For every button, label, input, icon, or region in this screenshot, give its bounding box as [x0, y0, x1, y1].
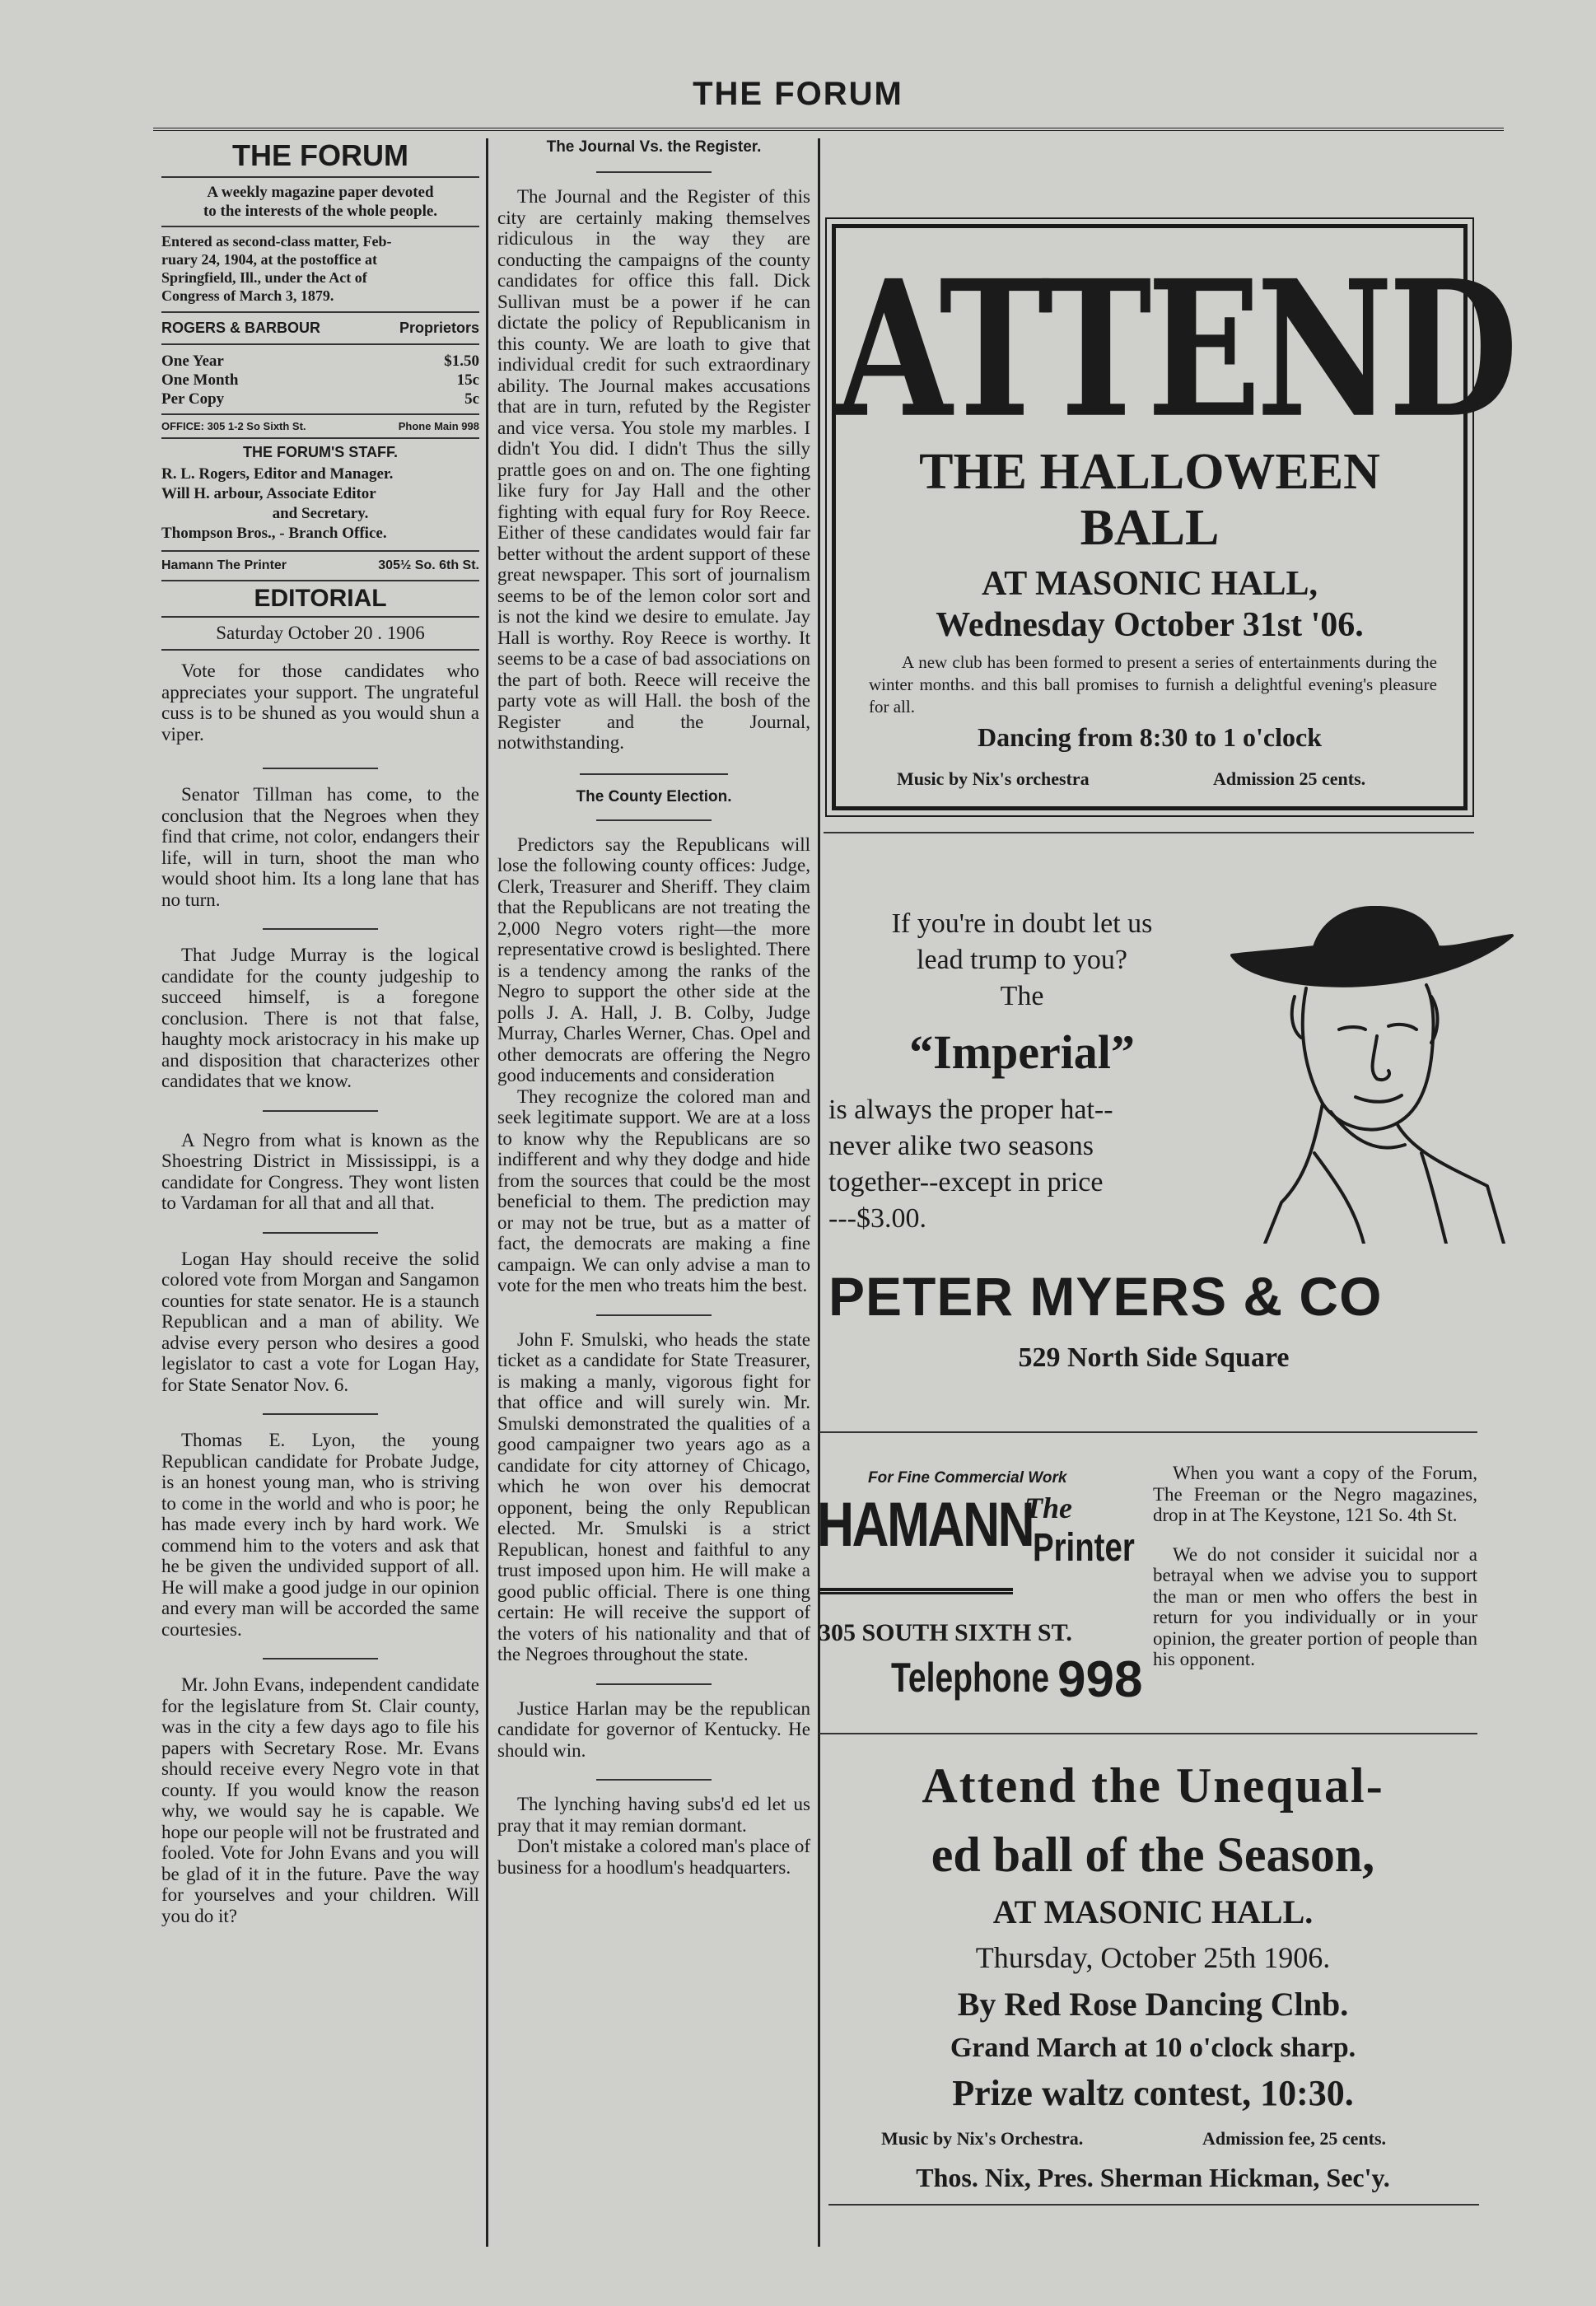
- ad-halloween-ball: [832, 224, 1514, 810]
- keystone-notices: [1153, 1463, 1477, 1670]
- man-in-hat-illustration: [1216, 906, 1520, 1244]
- editorial-item: Mr. John Evans, independent candidate for the legislature from St. Clair county, was in the city a few days ago to file his papers with Secretary Rose. Mr. Evans should receive every Negro vote in that county. If you would know the reason why, we would say he is capable. We hope our people will not be frustrated and fooled. Vote for John Evans and you will be glad of it in the future. Pave the way for yourselves and your children. Will you do it?: [161, 1674, 479, 1926]
- article-heading: The Journal Vs. the Register.: [546, 138, 762, 156]
- editorial-item: That Judge Murray is the logical candidate for the county judgeship to succeed himself, is a foregone conclusion. There is not that false, haughty mock aristocracy in his make up and disposition that characterizes other candidates that we know.: [161, 945, 479, 1091]
- rate-row: Per Copy 5c: [161, 390, 479, 408]
- date-line: Wednesday October 31st '06.: [936, 606, 1364, 644]
- staff-list: R. L. Rogers, Editor and Manager. Will H. arbour, Associate Editor and Secretary. Thompson Bros., - Branch Office.: [161, 465, 394, 542]
- printer-name: HAMANN: [817, 1490, 1034, 1560]
- store-name: PETER MYERS & CO: [828, 1266, 1383, 1327]
- issue-date: Saturday October 20 . 1906: [216, 623, 425, 643]
- column-2: [497, 138, 810, 1878]
- forum-nameplate: THE FORUM: [232, 138, 408, 172]
- music-credit: Music by Nix's orchestra: [897, 768, 1090, 789]
- hat-brand: “Imperial”: [909, 1025, 1135, 1079]
- printer-address: 305 SOUTH SIXTH ST.: [819, 1619, 1072, 1646]
- printer-line: Hamann The Printer 305½ So. 6th St.: [161, 558, 479, 572]
- unequaled-host: By Red Rose Dancing Clnb.: [957, 1986, 1349, 2023]
- rate-row: One Month 15c: [161, 371, 479, 389]
- printer-phone: 998: [1057, 1651, 1143, 1708]
- article-county-election: Predictors say the Republicans will lose the following county offices: Judge, Clerk, Treasurer and Sheriff. They claim that the Republicans are not treating the 2,000 Negro voters right—the more representative crowd is beslighted. There is a tendency among the ranks of the Negro to support the other side at the polls J. A. Hall, J. B. Colby, Judge Murray, Charles Werner, Chas. Opel and other democrats are offering the Negro good inducements and consideration They recognize the colored man and seek legitimate support. We are at a loss to know why the Republicans are so indifferent and why they dodge and hide from the sources that could be the most beneficial to them. The prediction may or may not be true, but as a matter of fact, the democrats are making a fine campaign. We can only advise a man to vote for the men who treats him the best.: [497, 833, 810, 1295]
- masthead: THE FORUM: [693, 76, 903, 112]
- ad-hamann-printer: [817, 1458, 1143, 1730]
- article-journal-vs-register: The Journal and the Register of this city are certainly making themselves ridiculous in the way they are conducting the campaigns of the county candidates for office this fall. Dick Sullivan must be a power if he can dictate the policy of Republicanism in this county. We are loath to give that individual credit for such extraordinary ability. The Journal makes accusations that are in turn, refuted by the Register and vice versa. You stole my marbles. I didn't You did. I didn't Thus the silly prattle goes on and on. The one fighting like fury for Jay Hall and the other fighting with equal fury for Roy Reece. Either of these candidates would fair far better without the ardent support of these great newspaper. This sort of journalism seems to be of the lemon color sort and is not the kind we desire to emulate. Jay Hall is worthy. Roy Reece is worthy. It seems to be a case of bad associations on the part of both. Reece will receive the party vote as will Hall. the bosh of the Register and the Journal, notwithstanding.: [497, 186, 810, 753]
- ad-unequaled-ball: [824, 1746, 1482, 2207]
- staff-title: THE FORUM'S STAFF.: [243, 444, 398, 460]
- article-smulski: John F. Smulski, who heads the state ticket as a candidate for State Treasurer, is making a manly, vigorous fight for that office and will surely win. Mr. Smulski demonstrated the qualities of a good campaigner two years ago as a candidate for city attorney of Chicago, which he won over his democrat opponent, being the only Republican elected. Mr. Smulski is a strict Republican, honest and faithful to any trust imposed upon him. He will make a good public official. There is one thing certain: He will receive the support of the voters of his nationality and that of the Negroes throughout the state.: [497, 1328, 810, 1664]
- entry-notice: Entered as second-class matter, Feb- ruary 24, 1904, at the postoffice at Springfield, Ill., under the Act of Congress of March 3, 1879.: [161, 233, 392, 304]
- article-lynching: The lynching having subs'd ed let us pray that it may remian dormant. Don't mistake a colored man's place of business for a hoodlum's headquarters.: [497, 1794, 810, 1878]
- club-description: A new club has been formed to present a series of entertainments during the winter months. and this ball promises to furnish a delightful evening's pleasure for all.: [869, 652, 1437, 717]
- editorial-item: Logan Hay should receive the solid colored vote from Morgan and Sangamon counties for state senator. He is a staunch Republican and a man of ability. We advise every person who desires a good legislator to cast a vote for Logan Hay, for State Senator Nov. 6.: [161, 1248, 479, 1395]
- grand-march: Grand March at 10 o'clock sharp.: [950, 2033, 1356, 2063]
- rate-row: One Year $1.50: [161, 352, 479, 370]
- article-harlan: Justice Harlan may be the republican candidate for governor of Kentucky. He should win.: [497, 1697, 810, 1761]
- printer-tag: For Fine Commercial Work: [868, 1469, 1067, 1487]
- printer-phone-label: Telephone: [891, 1655, 1050, 1701]
- office-line: OFFICE: 305 1-2 So Sixth St. Phone Main 998: [161, 420, 479, 432]
- editorial-items: [161, 661, 479, 1926]
- printer-the: The: [1024, 1491, 1072, 1524]
- hat-ad-body: is always the proper hat-- never alike two seasons together--except in price ---$3.00.: [828, 1095, 1113, 1234]
- editorial-item: A Negro from what is known as the Shoestring District in Mississippi, is a candidate for Congress. They wont listen to Vardaman for all that and all that.: [161, 1129, 479, 1213]
- editorial-heading: EDITORIAL: [254, 585, 387, 612]
- unequaled-venue: AT MASONIC HALL.: [992, 1893, 1314, 1930]
- unequaled-line-1: Attend the Unequal-: [922, 1758, 1384, 1813]
- article-heading: The County Election.: [576, 787, 732, 805]
- column-rule-2: [818, 138, 820, 2247]
- attend-headline: ATTEND: [836, 239, 1514, 460]
- printer-word: Printer: [1033, 1526, 1135, 1570]
- column-1: [161, 138, 479, 1926]
- unequaled-admission: Admission fee, 25 cents.: [1202, 2128, 1387, 2149]
- admission-price: Admission 25 cents.: [1213, 768, 1366, 789]
- column-rule-1: [486, 138, 488, 2247]
- ad-imperial-hat: [828, 906, 1479, 1400]
- editorial-item: Vote for those candidates who appreciates your support. The ungrateful cuss is to be shuned as you would shun a viper.: [161, 661, 479, 745]
- hat-ad-lead: If you're in doubt let us lead trump to you? The: [891, 908, 1153, 1011]
- unequaled-music: Music by Nix's Orchestra.: [881, 2128, 1084, 2149]
- unequaled-date: Thursday, October 25th 1906.: [975, 1941, 1331, 1974]
- venue-line: AT MASONIC HALL,: [981, 565, 1318, 603]
- dancing-hours: Dancing from 8:30 to 1 o'clock: [977, 722, 1323, 752]
- keystone-paragraph: When you want a copy of the Forum, The Freeman or the Negro magazines, drop in at The Keystone, 121 So. 4th St.: [1153, 1463, 1477, 1525]
- unequaled-line-2: ed ball of the Season,: [931, 1828, 1375, 1882]
- club-officers: Thos. Nix, Pres. Sherman Hickman, Sec'y.: [916, 2163, 1390, 2192]
- advice-paragraph: We do not consider it suicidal nor a betrayal when we advise you to support the man or men who offers the best in return for you individually or in your opinion, the greater portion of people than his opponent.: [1153, 1543, 1477, 1669]
- ball-line: BALL: [1080, 500, 1220, 556]
- editorial-item: Senator Tillman has come, to the conclusion that the Negroes when they find that crime, not color, endangers their life, will in turn, shoot the man who would shoot him. Its a long lane that has no turn.: [161, 784, 479, 910]
- tagline: A weekly magazine paper devoted to the interests of the whole people.: [203, 184, 438, 220]
- halloween-line: THE HALLOWEEN: [919, 444, 1380, 500]
- masthead-rule: [153, 128, 1504, 131]
- proprietors: ROGERS & BARBOUR Proprietors: [161, 320, 479, 336]
- store-address: 529 North Side Square: [1018, 1342, 1290, 1373]
- prize-waltz: Prize waltz contest, 10:30.: [952, 2073, 1354, 2113]
- subscription-rates: [161, 352, 479, 408]
- editorial-item: Thomas E. Lyon, the young Republican candidate for Probate Judge, is an honest young man, who is striving to come in the world and who is poor; he has made every inch by hard work. We commend him to the voters and ask that he be given the undivided support of all. He will make a good judge in our opinion and every man will be accorded the same courtesies.: [161, 1430, 479, 1640]
